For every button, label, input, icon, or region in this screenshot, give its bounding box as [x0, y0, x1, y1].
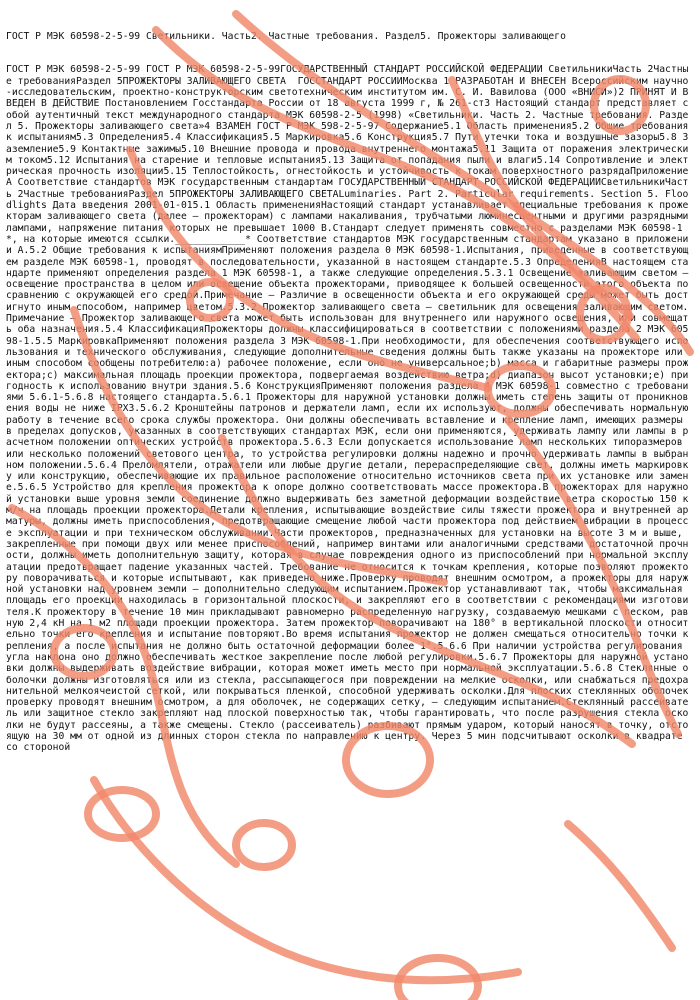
watermark-stroke-10 [568, 824, 672, 948]
watermark-stroke-7 [94, 780, 518, 980]
watermark-circle-7 [88, 790, 156, 838]
document-paragraph-2: ГОСТ Р МЭК 60598-2-5-99 ГОСТ Р МЭК 60598-2-5-99ГОСУДАРСТВЕННЫЙ СТАНДАРТ РОССИЙСКОЙ ФЕДЕРАЦИИ СветильникиЧасть 2Частные требованияРаздел 5ПРОЖЕКТОРЫ ЗАЛИВАЮЩЕГО СВЕТА ГОССТАНДАРТ РОССИИМосква 1 РАЗРАБОТАН И ВНЕСЕН Всероссийским научно-исследовательским, проектно-конструкторским светотехническим институтом им. С. И. Вавилова (ООО «ВНИСИ»)2 ПРИНЯТ И ВВЕДЕН В ДЕЙСТВИЕ Постановлением Госстандарта России от 18 августа 1999 г, № 261-ст3 Настоящий стандарт представляет собой аутентичный текст международного стандарта МЭК 60598-2-5 (1998) «Светильники. Часть 2. Частные требования. Раздел 5. Прожекторы заливающего света»4 ВЗАМЕН ГОСТ Р МЭК 598-2-5-97 Содержание5.1 Область применения5.2 Общие требования к испытаниям5.3 Определения5.4 Классификация5.5 Маркировка5.6 Конструкция5.7 Пути утечки тока и воздушные зазоры5.8 Заземление5.9 Контактные зажимы5.10 Внешние провода и провода внутреннего монтажа5.11 Защита от поражения электрическим током5.12 Испытания на старение и тепловые испытания5.13 Защита от попадания пыли и влаги5.14 Сопротивление и электрическая прочность изоляции5.15 Теплостойкость, огнестойкость и устойчивость к токам поверхностного разрядаПриложение А Соответствие стандартов МЭК государственным стандартам ГОСУДАРСТВЕННЫЙ СТАНДАРТ РОССИЙСКОЙ ФЕДЕРАЦИИСветильникиЧасть 2Частные требованияРаздел 5ПРОЖЕКТОРЫ ЗАЛИВАЮЩЕГО СВЕТАLuminaries. Part 2. Particular requirements. Section 5. Floodlights Дата введения 2001-01-015.1 Область примененияНастоящий стандарт устанавливает специальные требования к прожекторам заливающего света (далее — прожекторам) с лампами накаливания, трубчатыми люминесцентными и другими разрядными лампами, напряжение питания которых не превышает 1000 В.Стандарт следует применять совместно с разделами МЭК 60598-1*, на которые имеются ссылки.____________* Соответствие стандартов МЭК государственным стандартам указано в приложении А.5.2 Общие требования к испытаниямПрименяют положения раздела 0 МЭК 60598-1.Испытания, приведенные в соответствующем разделе МЭК 60598-1, проводят в последовательности, указанной в настоящем стандарте.5.3 ОпределенияВ настоящем стандарте применяют определения раздела 1 МЭК 60598-1, а также следующие определения.5.3.1 Освещение заливающим светом — освещение пространства в целом или освещение объекта прожекторами, приводящее к большей освещенности этого объекта по сравнению с окружающей его средой.Примечание — Различие в освещенности объекта и его окружающей среды может быть достигнуто иным способом, например цветом.5.3.2 Прожектор заливающего света — светильник для освещения заливающим светом.Примечание — Прожектор заливающего света может быть использован для внутреннего или наружного освещения, или совмещать оба назначения.5.4 КлассификацияПрожекторы должны классифицироваться в соответствии с положениями раздела 2 МЭК 60598-1.5.5 МаркировкаПрименяют положения раздела 3 МЭК 60598-1.При необходимости, для обеспечения соответствующего использования и технического обслуживания, следующие дополнительные сведения должны быть также указаны на прожекторе или иным способом сообщены потребителю:а) рабочее положение, если оно не универсальное;b) масса и габаритные размеры прожектора;с) максимальная площадь проекции прожектора, подвергаемая воздействию ветра;d) диапазон высот установки;е) пригодность к использованию внутри здания.5.6 КонструкцияПрименяют положения раздела 4 МЭК 60598-1 совместно с требованиями 5.6.1-5.6.8 настоящего стандарта.5.6.1 Прожекторы для наружной установки должны иметь степень защиты от проникновения воды не ниже IPX3.5.6.2 Кронштейны патронов и держатели ламп, если их используют, должны обеспечивать нормальную работу в течение всего срока службы прожектора. Они должны обеспечивать вставление и крепление ламп, имеющих размеры в пределах допусков, указанных в соответствующих стандартах МЭК, если они применяются, удерживать лампу или лампы в расчетном положении оптических устройств прожектора.5.6.3 Если допускается использование ламп нескольких типоразмеров или несколько положений светового центра, то устройства регулировки должны надежно и прочно удерживать лампы в выбранном положении.5.6.4 Преломлятели, отражатели или любые другие детали, перераспределяющие свет, должны иметь маркировку или конструкцию, обеспечивающие их правильное расположение относительно источников света при их установке или замене.5.6.5 Устройство для крепления прожектора к опоре должно соответствовать массе прожектора.В прожекторах для наружной установки выше уровня земли соединение должно выдерживать без заметной деформации воздействие ветра скоростью 150 км/ч на площадь проекции прожектора.Детали крепления, испытывающие воздействие силы тяжести прожектора и внутренней арматуры, должны иметь приспособления, предотвращающие смещение любой части прожектора под действием вибрации в процессе эксплуатации и при техническом обслуживании.Части прожекторов, предназначенных для установки на высоте 3 м и выше, закрепленные при помощи двух или менее приспособлений, например винтами или аналогичными средствами достаточной прочности, должны иметь дополнительную защиту, которая в случае повреждения одного из приспособлений при нормальной эксплуатации предотвращает падение указанных частей. Требование не относится к точкам крепления, которые позволяют прожектору поворачиваться и которые испытывают, как приведено ниже.Проверку проводят внешним осмотром, а прожекторы для наружной установки над уровнем земли — дополнительно следующим испытанием.Прожектор устанавливают так, чтобы максимальная площадь его проекции находилась в горизонтальной плоскости, и закрепляют его в соответствии с рекомендациями изготовителя.К прожектору в течение 10 мин прикладывают равномерно распределенную нагрузку, создаваемую мешками с песком, равную 2,4 кН на 1 м2 площади проекции прожектора. Затем прожектор поворачивают на 180° в вертикальной плоскости относительно точки его крепления и испытание повторяют.Во время испытания прожектор не должен смещаться относительно точки крепления, а после испытания не должно быть остаточной деформации более 1°.5.6.6 При наличии устройства регулирования угла наклона оно должно обеспечивать жесткое закрепление после любой регулировки.5.6.7 Прожекторы для наружной установки должны выдерживать воздействие вибрации, которая может иметь место при нормальной эксплуатации.5.6.8 Стеклянные оболочки должны изготовляться или из стекла, рассыпающегося при повреждении на мелкие осколки, или снабжаться предохранительной мелкоячеистой сеткой, или покрываться пленкой, способной удерживать осколки.Для плоских стеклянных оболочек проверку проводят внешним осмотром, а для оболочек, не содержащих сетку, — следующим испытанием.Стеклянный рассеиватель или защитное стекло закрепляют над плоской поверхностью так, чтобы гарантировать, что после разрушения стекла осколки не будут рассеяны, а также смещены. Стекло (рассеиватель) разбивают прямым ударом, который наносят в точку, отстоящую на 30 мм от одной из длинных сторон стекла по направлению к центру. Через 5 мин подсчитывают осколки в квадрате со стороной [6, 64, 695, 754]
watermark-circle-5 [236, 823, 292, 867]
watermark-circle-6 [398, 958, 478, 1000]
document-paragraph-1: ГОСТ Р МЭК 60598-2-5-99 Светильники. Часть2. Частные требования. Раздел5. Прожекторы заливающего [6, 30, 566, 42]
document-body [6, 8, 694, 776]
